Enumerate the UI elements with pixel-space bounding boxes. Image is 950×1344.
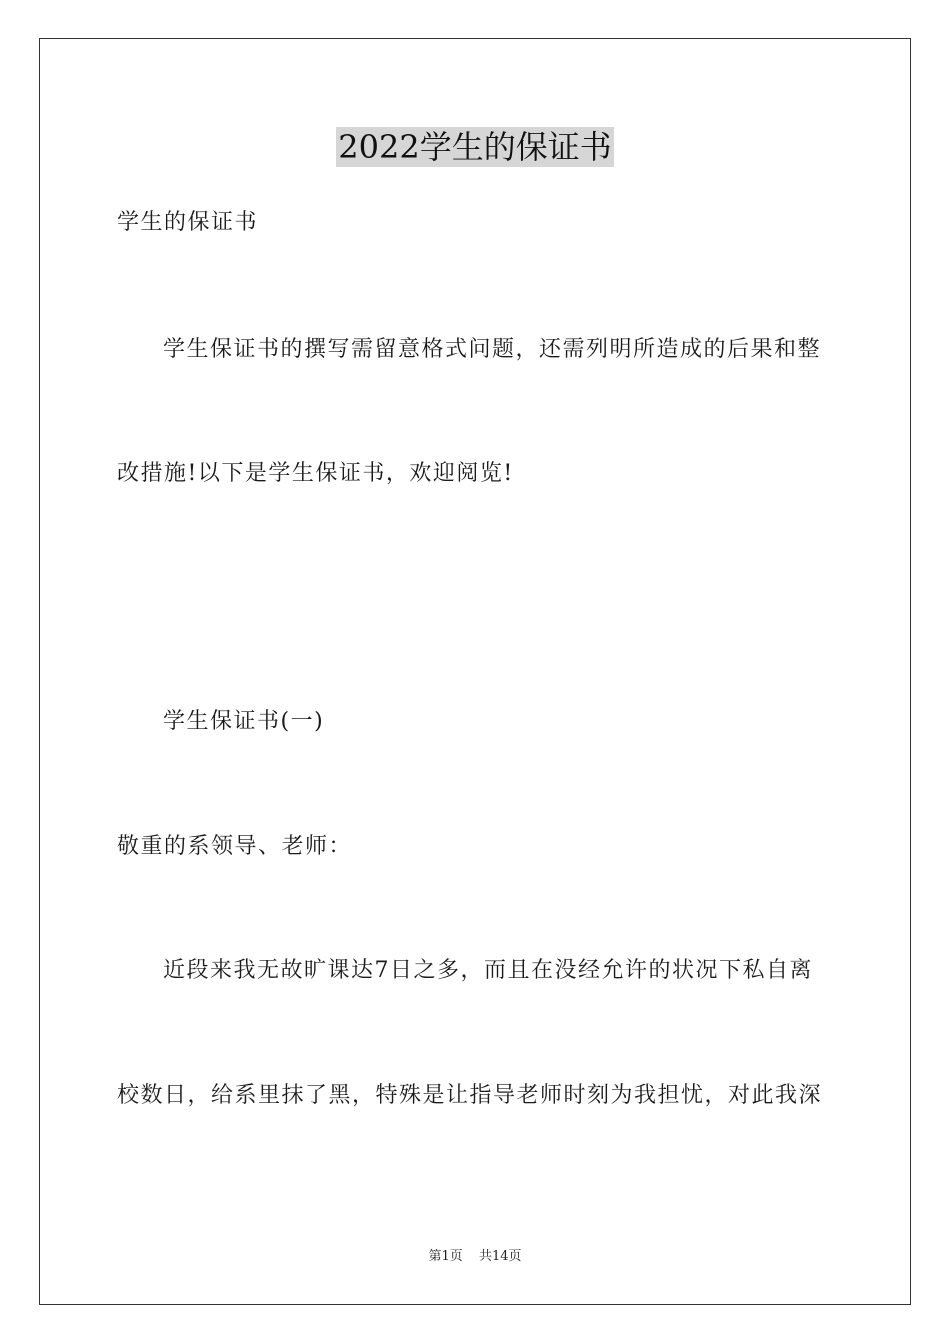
section-heading: 学生保证书(一) (163, 709, 325, 734)
page-footer (0, 1248, 950, 1266)
paragraph-line: 学生保证书的撰写需留意格式问题，还需列明所造成的后果和整 (163, 337, 822, 362)
salutation: 敬重的系领导、老师： (117, 834, 353, 859)
page-number: 第1页 (428, 1249, 463, 1264)
paragraph-line: 改措施!以下是学生保证书，欢迎阅览! (117, 461, 514, 486)
document-title: 2022学生的保证书 (338, 128, 612, 166)
page-total: 共14页 (478, 1249, 522, 1264)
document-subtitle: 学生的保证书 (117, 210, 259, 235)
paragraph-line: 校数日，给系里抹了黑，特殊是让指导老师时刻为我担忧，对此我深 (117, 1083, 823, 1108)
paragraph-line: 近段来我无故旷课达7日之多，而且在没经允许的状况下私自离 (163, 958, 813, 983)
title-container (0, 127, 950, 167)
